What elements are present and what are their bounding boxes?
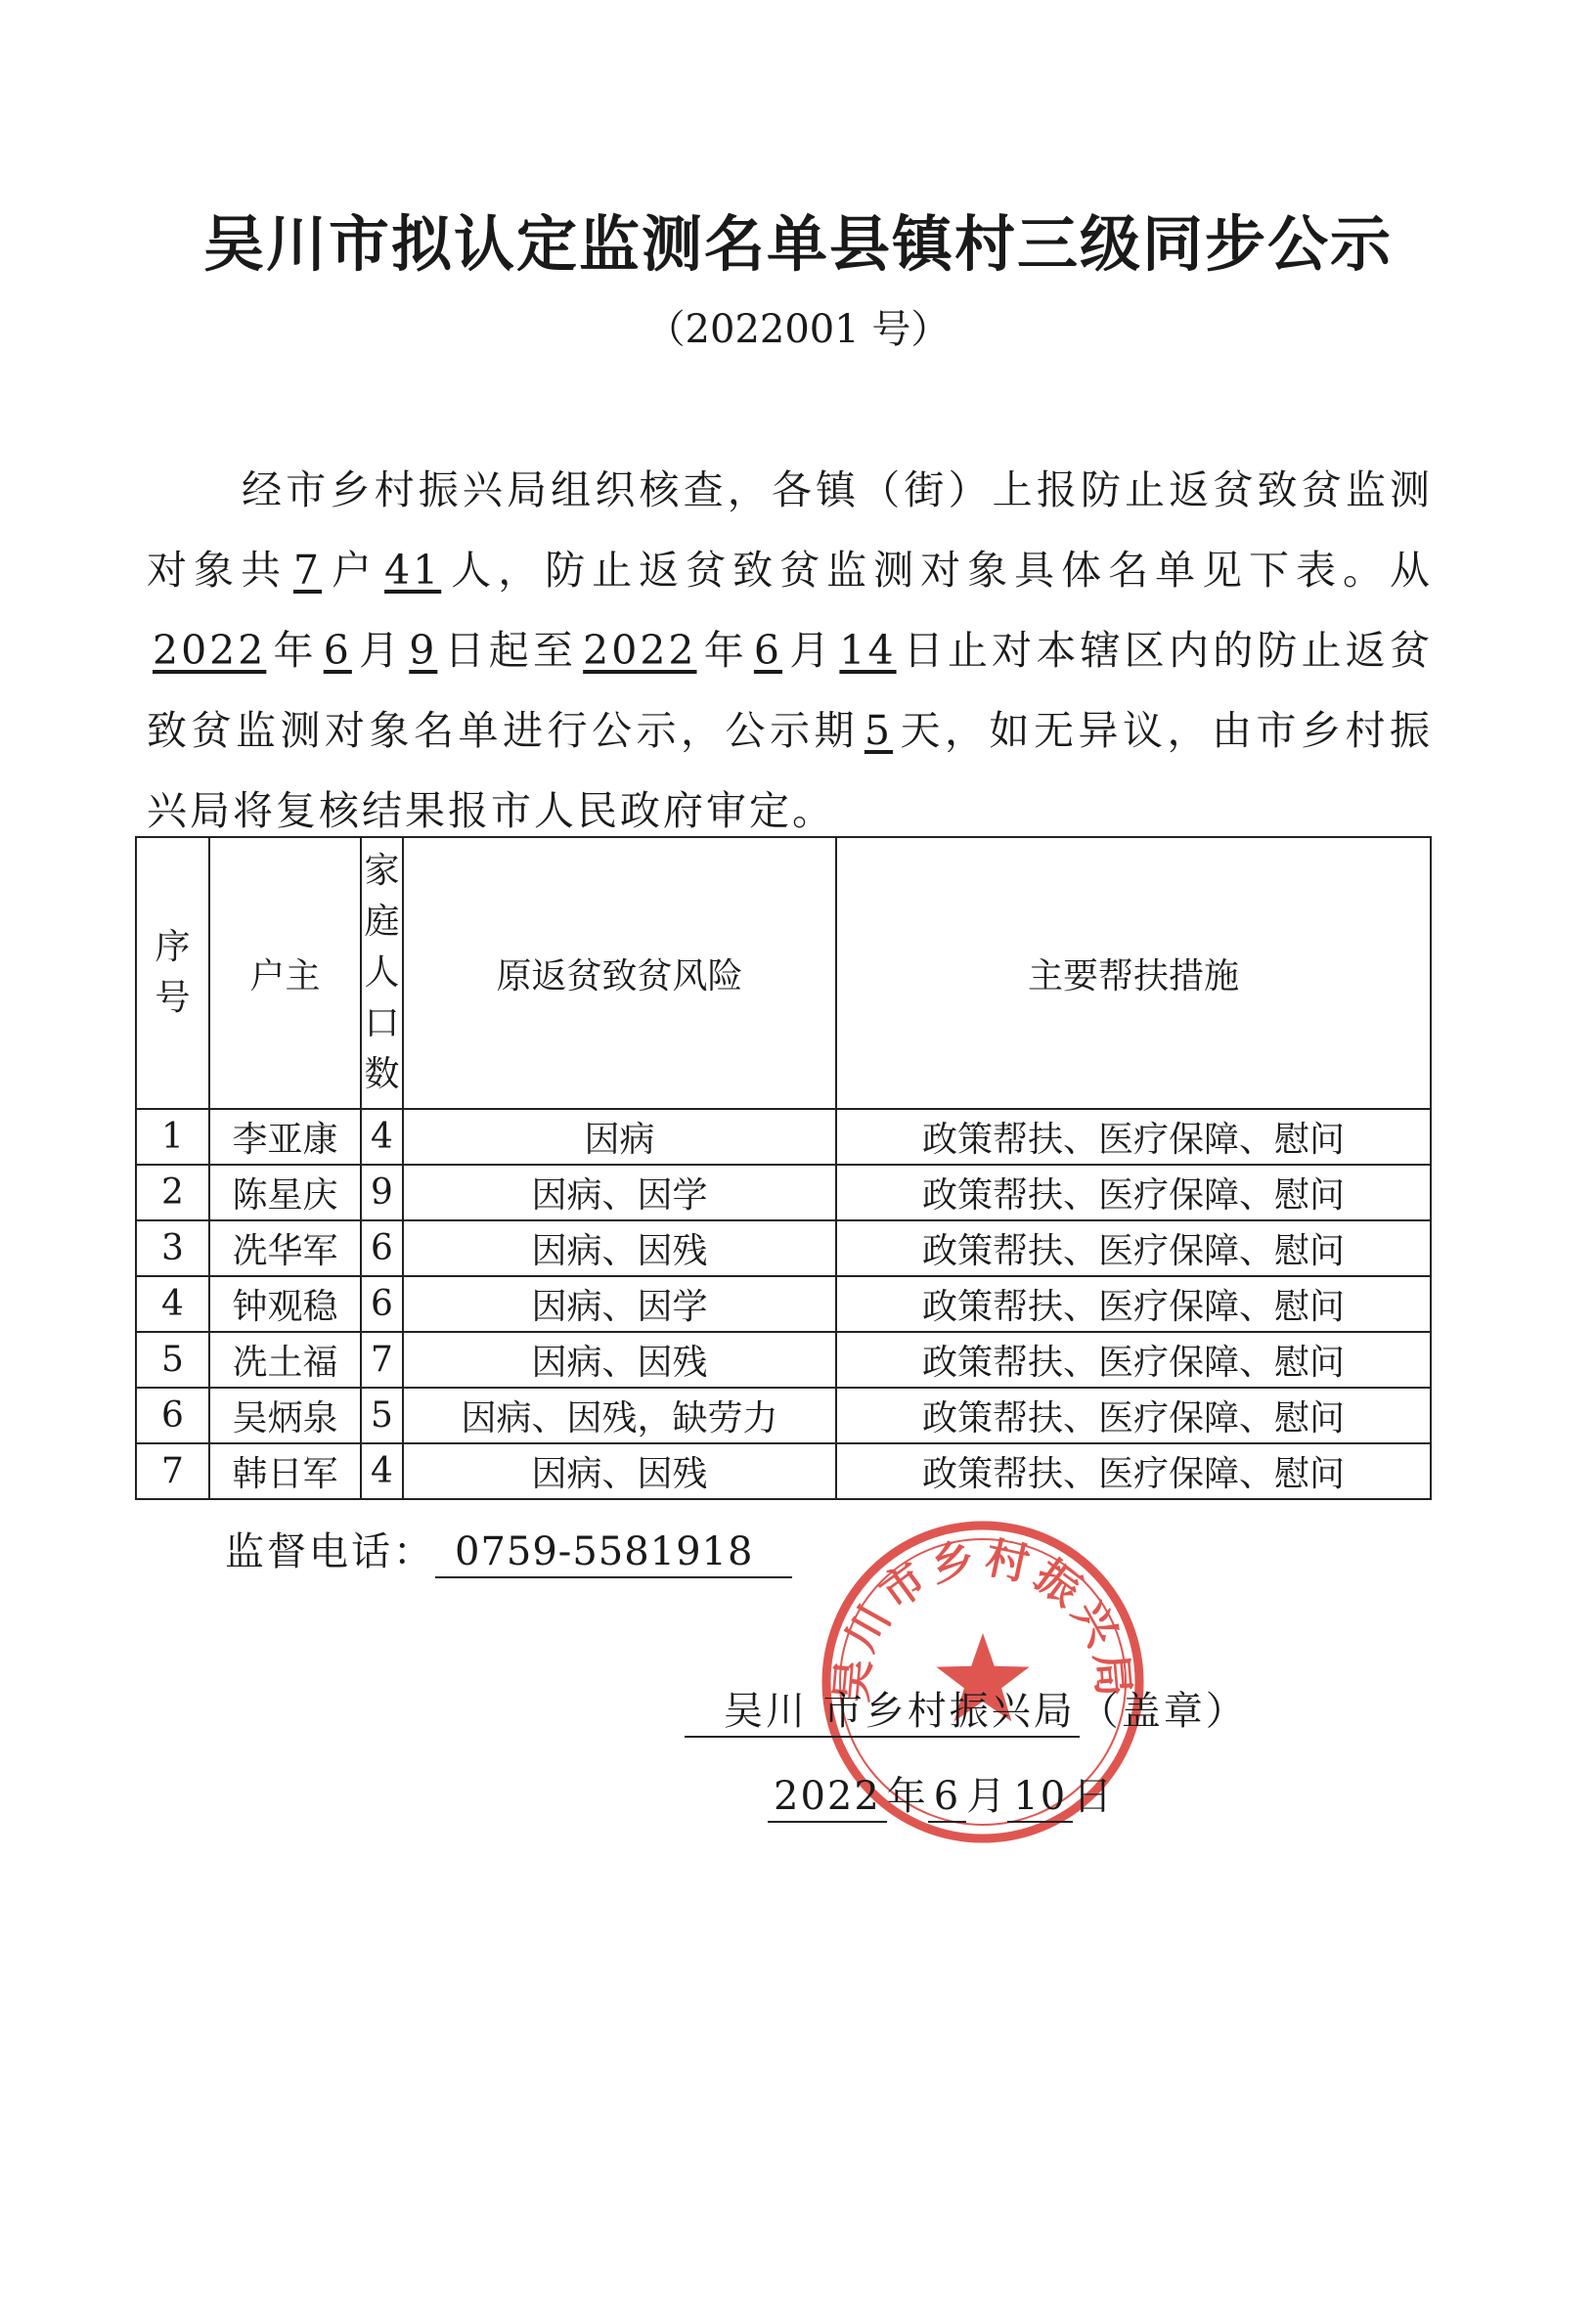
cell-name: 吴炳泉: [209, 1388, 361, 1443]
notice-period: 5: [864, 707, 894, 754]
persons-count: 41: [384, 547, 442, 594]
cell-measures: 政策帮扶、医疗保障、慰问: [836, 1332, 1431, 1388]
header-householder: 户主: [209, 837, 361, 1109]
monitoring-list-table: [135, 836, 1432, 1500]
end-year: 2022: [583, 627, 697, 674]
cell-name: 陈星庆: [209, 1165, 361, 1220]
table-row: [136, 1388, 1431, 1443]
cell-size: 6: [361, 1220, 403, 1276]
seal-note: （盖章）: [1079, 1689, 1248, 1734]
start-year: 2022: [153, 627, 267, 674]
cell-no: 2: [136, 1165, 209, 1220]
cell-measures: 政策帮扶、医疗保障、慰问: [836, 1443, 1431, 1499]
para-text: 年: [702, 627, 748, 674]
cell-measures: 政策帮扶、医疗保障、慰问: [836, 1109, 1431, 1165]
cell-no: 1: [136, 1109, 209, 1165]
cell-risk: 因病、因学: [403, 1165, 836, 1220]
cell-name: 冼土福: [209, 1332, 361, 1388]
cell-size: 4: [361, 1109, 403, 1165]
date-text: 年: [886, 1774, 928, 1819]
phone-number: 0759-5581918: [435, 1529, 792, 1578]
table-row: [136, 1165, 1431, 1220]
cell-size: 6: [361, 1276, 403, 1332]
header-measures: 主要帮扶措施: [836, 837, 1431, 1109]
cell-no: 4: [136, 1276, 209, 1332]
para-text: 经市乡村振兴局组织核查，各镇（街）上报防止返贫致贫监测对象共: [147, 466, 1433, 594]
issue-date: [768, 1765, 1114, 1821]
cell-risk: 因病、因学: [403, 1276, 836, 1332]
date-text: 月: [966, 1774, 1008, 1819]
cell-no: 5: [136, 1332, 209, 1388]
cell-no: 7: [136, 1443, 209, 1499]
issue-month: 6: [928, 1774, 966, 1823]
cell-size: 5: [361, 1388, 403, 1443]
page-title: 吴川市拟认定监测名单县镇村三级同步公示: [202, 208, 1393, 280]
table-row: [136, 1443, 1431, 1499]
cell-name: 韩日军: [209, 1443, 361, 1499]
para-text: 月: [788, 627, 834, 674]
phone-label: 监督电话：: [225, 1529, 435, 1574]
para-text: 年: [272, 627, 318, 674]
document-number: （2022001 号）: [645, 307, 951, 352]
header-no: 序号: [136, 837, 209, 1109]
notice-paragraph: [147, 450, 1433, 851]
cell-no: 3: [136, 1220, 209, 1276]
seal-text: 吴川市乡村振兴局: [826, 1532, 1139, 1704]
date-text: 日: [1073, 1774, 1115, 1819]
para-text: 户: [328, 547, 379, 594]
table-row: [136, 1276, 1431, 1332]
para-text: 月: [357, 627, 404, 674]
cell-no: 6: [136, 1388, 209, 1443]
cell-name: 李亚康: [209, 1109, 361, 1165]
table-row: [136, 1220, 1431, 1276]
table-row: [136, 1109, 1431, 1165]
header-risk: 原返贫致贫风险: [403, 837, 836, 1109]
cell-measures: 政策帮扶、医疗保障、慰问: [836, 1220, 1431, 1276]
issue-year: 2022: [768, 1774, 887, 1823]
issue-day: 10: [1007, 1774, 1073, 1823]
households-count: 7: [292, 547, 323, 594]
end-month: 6: [753, 627, 782, 674]
cell-name: 冼华军: [209, 1220, 361, 1276]
cell-risk: 因病、因残，缺劳力: [403, 1388, 836, 1443]
cell-risk: 因病、因残: [403, 1332, 836, 1388]
table-row: [136, 1332, 1431, 1388]
start-day: 9: [409, 627, 438, 674]
cell-name: 钟观稳: [209, 1276, 361, 1332]
cell-risk: 因病: [403, 1109, 836, 1165]
para-text: 人，防止返贫致贫监测对象具体名单见下表。从: [447, 547, 1434, 594]
issuing-org: 吴川 市乡村振兴局: [685, 1689, 1080, 1738]
cell-risk: 因病、因残: [403, 1443, 836, 1499]
cell-risk: 因病、因残: [403, 1220, 836, 1276]
issuing-authority: [685, 1680, 1248, 1736]
end-day: 14: [839, 627, 897, 674]
start-month: 6: [323, 627, 352, 674]
cell-measures: 政策帮扶、医疗保障、慰问: [836, 1165, 1431, 1220]
cell-size: 7: [361, 1332, 403, 1388]
para-text: 日止对本辖区内的防止返贫致贫监测对象名单进行公示，公示期: [147, 627, 1434, 754]
cell-size: 9: [361, 1165, 403, 1220]
cell-measures: 政策帮扶、医疗保障、慰问: [836, 1276, 1431, 1332]
cell-measures: 政策帮扶、医疗保障、慰问: [836, 1388, 1431, 1443]
table-header-row: [136, 837, 1431, 1109]
header-family-size: 家庭人口数: [361, 837, 403, 1109]
para-text: 天，如无异议，由市乡村振兴局将复核结果报市人民政府审定。: [147, 707, 1434, 834]
cell-size: 4: [361, 1443, 403, 1499]
para-text: 日起至: [443, 627, 578, 674]
supervision-phone: [225, 1521, 792, 1578]
